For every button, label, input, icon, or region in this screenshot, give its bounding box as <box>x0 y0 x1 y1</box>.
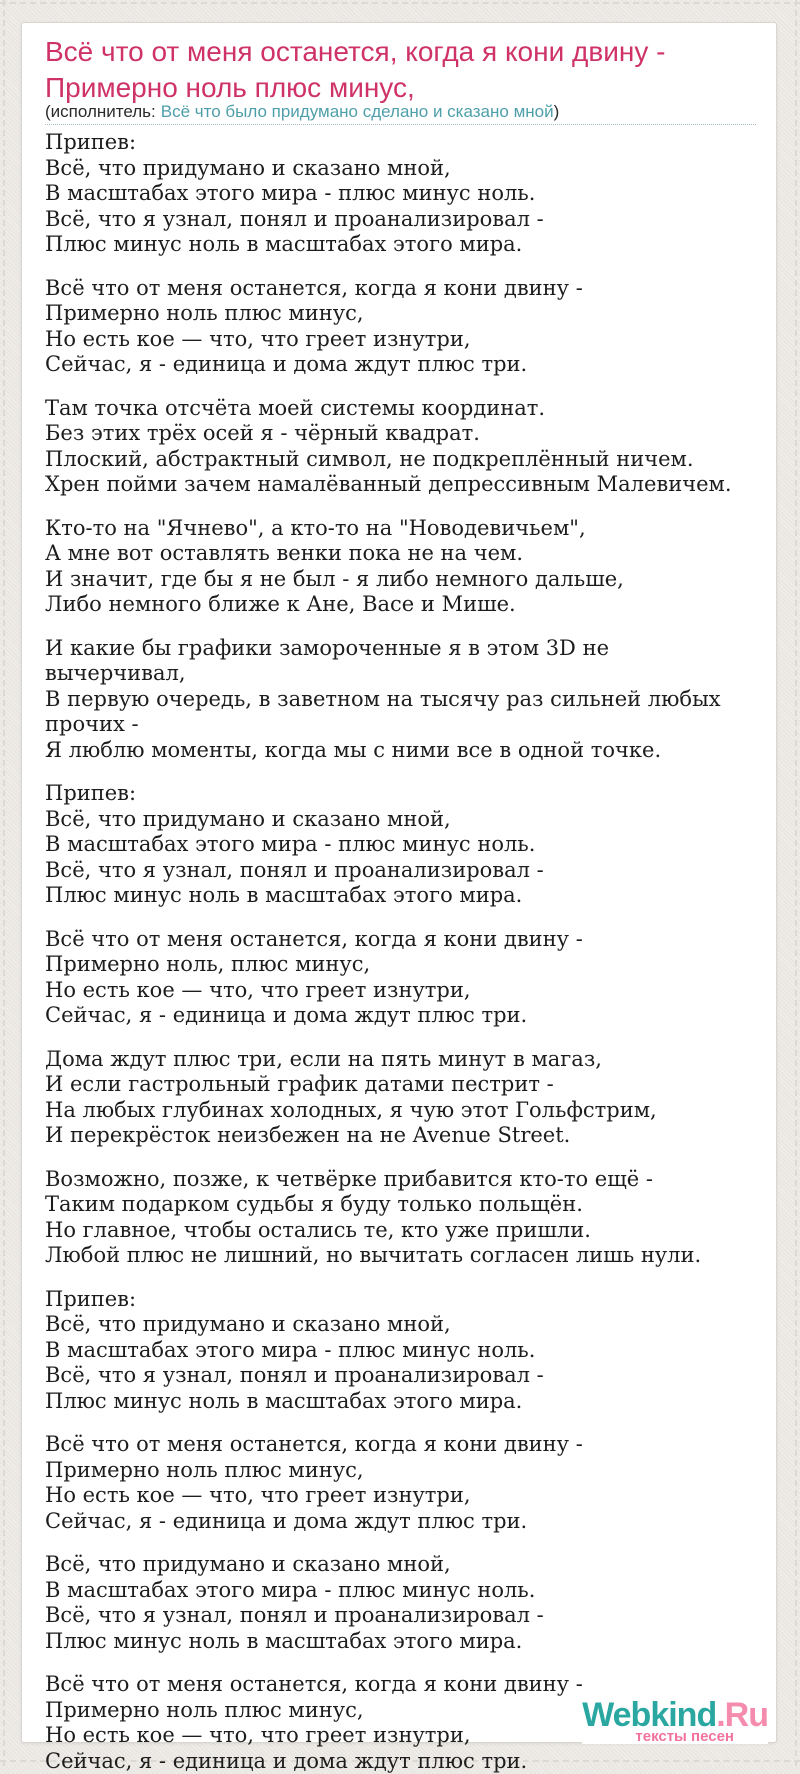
page-title-line2: Примерно ноль плюс минус, <box>45 72 415 103</box>
webkind-logo-wordmark <box>582 1698 768 1732</box>
artist-label: (исполнитель: <box>45 102 156 121</box>
artist-line <box>45 103 756 125</box>
artist-link[interactable]: Всё что было придумано сделано и сказано мной <box>160 102 554 121</box>
stanza: Возможно, позже, к четвёрке прибавится кто-то ещё - Таким подарком судьбы я буду только польщён. Но главное, чтобы остались те, кто уже пришли. Любой плюс не лишний, но вычитать согласен лишь нули. <box>45 1166 702 1267</box>
stanza: Всё что от меня останется, когда я кони двину - Примерно ноль плюс минус, Но есть кое — что, что греет изнутри, Сейчас, я - единица и дома ждут плюс три. <box>45 1432 583 1533</box>
page-title <box>45 34 756 106</box>
stanza: Припев: Всё, что придумано и сказано мной, В масштабах этого мира - плюс минус ноль. Всё, что я узнал, понял и проанализировал - Плюс минус ноль в масштабах этого мира. <box>45 781 544 907</box>
stanza: Кто-то на "Ячнево", а кто-то на "Новодевичьем", А мне вот оставлять венки пока не на чем. И значит, где бы я не был - я либо немного дальше, Либо немного ближе к Ане, Васе и Мише. <box>45 515 624 616</box>
lyrics-text <box>45 130 756 1774</box>
stitch-line-right <box>795 0 797 1766</box>
stanza: И какие бы графики замороченные я в этом 3D не вычерчивал, В первую очередь, в заветном на тысячу раз сильней любых прочих - Я люблю моменты, когда мы с ними все в одной точке. <box>45 635 721 762</box>
stanza: Всё что от меня останется, когда я кони двину - Примерно ноль, плюс минус, Но есть кое — что, что греет изнутри, Сейчас, я - единица и дома ждут плюс три. <box>45 926 583 1027</box>
logo-domain: .Ru <box>716 1696 768 1734</box>
artist-close-paren: ) <box>553 102 560 121</box>
stanza: Припев: Всё, что придумано и сказано мной, В масштабах этого мира - плюс минус ноль. Всё, что я узнал, понял и проанализировал - Плюс минус ноль в масштабах этого мира. <box>45 130 544 256</box>
stitch-line-top <box>0 2 800 4</box>
stanza: Всё что от меня останется, когда я кони двину - Примерно ноль плюс минус, Но есть кое — что, что греет изнутри, Сейчас, я - единица и дома ждут плюс три. <box>45 1672 583 1773</box>
logo-tagline: тексты песен <box>635 1728 734 1745</box>
webkind-logo[interactable] <box>582 1698 768 1744</box>
lyrics-card <box>21 22 777 1773</box>
stitch-line-left <box>3 0 5 1766</box>
stanza: Всё, что придумано и сказано мной, В масштабах этого мира - плюс минус ноль. Всё, что я узнал, понял и проанализировал - Плюс минус ноль в масштабах этого мира. <box>45 1552 544 1653</box>
page-title-line1: Всё что от меня останется, когда я кони двину - <box>45 36 666 67</box>
stanza: Дома ждут плюс три, если на пять минут в магаз, И если гастрольный график датами пестрит - На любых глубинах холодных, я чую этот Гольфстрим, И перекрёсток неизбежен на не Avenue Street. <box>45 1046 657 1147</box>
stanza: Там точка отсчёта моей системы координат. Без этих трёх осей я - чёрный квадрат. Плоский, абстрактный символ, не подкреплённый ничем. Хрен пойми зачем намалёванный депрессивным Малевичем. <box>45 395 732 496</box>
stanza: Всё что от меня останется, когда я кони двину - Примерно ноль плюс минус, Но есть кое — что, что греет изнутри, Сейчас, я - единица и дома ждут плюс три. <box>45 275 583 376</box>
stanza: Припев: Всё, что придумано и сказано мной, В масштабах этого мира - плюс минус ноль. Всё, что я узнал, понял и проанализировал - Плюс минус ноль в масштабах этого мира. <box>45 1286 544 1413</box>
logo-brand: Webkind <box>582 1696 717 1734</box>
